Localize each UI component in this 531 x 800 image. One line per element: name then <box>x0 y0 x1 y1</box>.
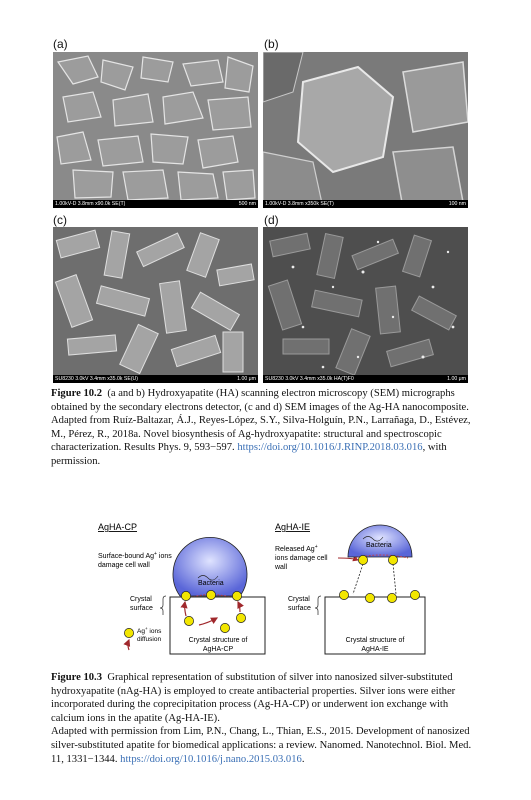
sem-micrograph-d <box>263 227 468 383</box>
bacteria-cell-ie <box>348 525 412 557</box>
sem-info-c: SU8230 3.0kV 3.4mm x35.0k SE(U) <box>55 376 139 382</box>
crystal-structure-cp-label-2: AgHA-CP <box>202 646 234 653</box>
sem-info-a: 1.00kV-D 3.8mm x90.0k SE(T) <box>55 201 126 207</box>
crystal-structure-ie-label-1: Crystal structure of <box>345 637 405 644</box>
sem-micrograph-c <box>53 227 258 383</box>
crystal-surface-label-ie-1: Crystal <box>288 596 310 603</box>
released-label-2: ions damage cell <box>275 555 328 562</box>
surface-bound-label: Surface-bound Ag+ ions <box>98 551 172 560</box>
figure-10-3-credit: Adapted with permission from Lim, P.N., Chang, L., Thian, E.S., 2015. Development of nanosized silver-substituted apatite for biomedical applications: a review. Nanomed. Nanotechnol. Biol. Med. 11, 1331−1344. <box>51 726 472 765</box>
agha-cp-title: AgHA-CP <box>98 522 138 532</box>
bacteria-cell-cp <box>173 537 247 596</box>
figure-10-2-number: Figure 10.2 <box>51 388 103 399</box>
figure-10-3-credit-tail: . <box>301 753 305 765</box>
sem-micrograph-b <box>263 52 468 208</box>
figure-10-3-doi-link[interactable]: https://doi.org/10.1016/j.nano.2015.03.016 <box>120 753 302 765</box>
sem-info-d: SU8230 3.0kV 3.4mm x35.0k HA(T)F0 <box>265 376 354 382</box>
panel-label-c: (c) <box>53 213 67 227</box>
figure-10-3-number: Figure 10.3 <box>51 672 103 683</box>
damage-cell-wall-label: damage cell wall <box>98 562 150 569</box>
agha-ie-title: AgHA-IE <box>275 522 311 532</box>
figure-10-2-caption <box>51 387 481 469</box>
sem-micrograph-a <box>53 52 258 208</box>
crystal-surface-label-cp-1: Crystal <box>130 596 152 603</box>
released-label-1: Released Ag+ <box>275 544 318 553</box>
released-label-3: wall <box>275 564 288 571</box>
figure-10-3-caption <box>51 671 481 766</box>
figure-10-2-credit-tail: , with permission. <box>51 442 447 467</box>
ag-ions-diffusion-label-1: Ag+ ions <box>137 626 162 635</box>
sem-info-b: 1.00kV-D 3.8mm x350k SE(T) <box>265 201 334 207</box>
crystal-structure-cp-label-1: Crystal structure of <box>188 637 248 644</box>
figure-10-3-diagram <box>90 508 430 668</box>
bacteria-label-ie: Bacteria <box>366 542 392 549</box>
panel-label-d: (d) <box>264 213 279 227</box>
sem-scale-a: 500 nm <box>238 201 256 207</box>
crystal-surface-label-cp-2: surface <box>130 605 153 612</box>
ag-ions-ie <box>339 555 419 602</box>
figure-10-2-caption-text: (a and b) Hydroxyapatite (HA) scanning electron microscopy (SEM) micrographs obtained by the secondary electrons detector, (c and d) SEM images of the Ag-HA nanocomposite. <box>51 388 469 413</box>
panel-label-a: (a) <box>53 37 68 51</box>
figure-10-3-caption-text: Graphical representation of substitution of silver into nanosized silver-substituted hydroxyapatite (nAg-HA) is employed to create antibacterial properties. Silver ions were either incorporated during the coprecipitation process (Ag-HA-CP) or underwent ion exchange with calcium ions in the apatite (Ag-HA-IE). <box>51 672 456 724</box>
figure-10-2-doi-link[interactable]: https://doi.org/10.1016/J.RINP.2018.03.016 <box>237 442 423 454</box>
crystal-surface-label-ie-2: surface <box>288 605 311 612</box>
bacteria-label-cp: Bacteria <box>198 580 224 587</box>
figure-10-2-credit: Adapted from Ruíz-Baltazar, Á.J., Reyes-López, S.Y., Silva-Holguín, P.N., Larrañaga, D., Estévez, M., Pérez, R., 2018a. Novel biosynthesis of Ag-hydroxyapatite: structural and spectroscopic characterization. Results Phys. 9, 593−597. <box>51 415 471 454</box>
sem-scale-d: 1.00 μm <box>447 376 466 382</box>
ag-ions-diffusion-label-2: diffusion <box>137 636 162 643</box>
panel-label-b: (b) <box>264 37 279 51</box>
sem-scale-b: 100 nm <box>448 201 466 207</box>
crystal-structure-ie-label-2: AgHA-IE <box>361 646 389 653</box>
sem-scale-c: 1.00 μm <box>237 376 256 382</box>
